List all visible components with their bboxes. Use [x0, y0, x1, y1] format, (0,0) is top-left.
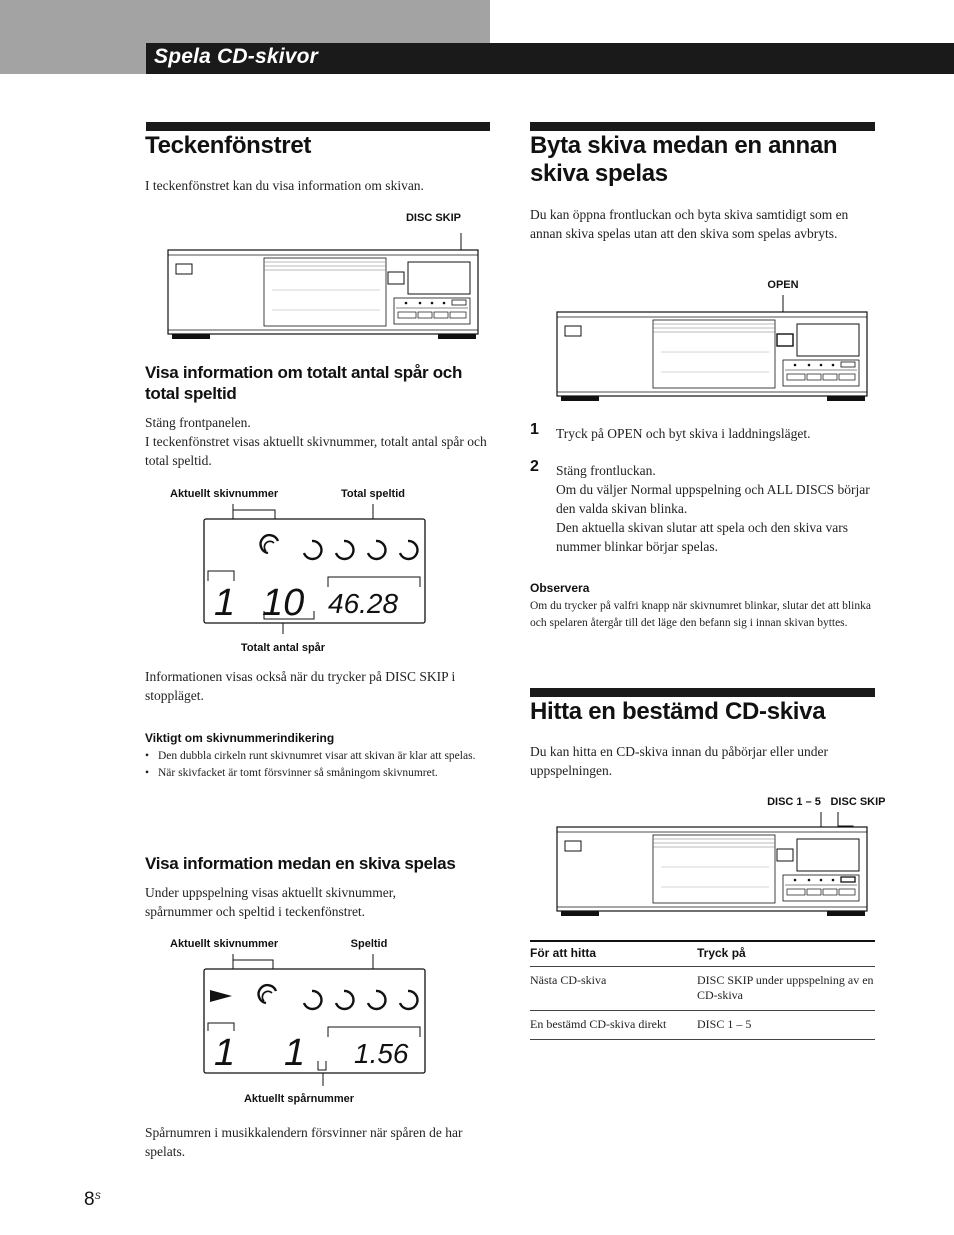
step-text-group	[556, 461, 876, 556]
section-title-change-disc: Byta skiva medan en annan skiva spelas	[530, 132, 838, 187]
lcd-playing-time: 1.56	[354, 1038, 409, 1069]
section-rule	[530, 688, 875, 697]
disc-skip-label: DISC SKIP	[405, 212, 461, 224]
label-current-disc: Aktuellt skivnummer	[170, 488, 279, 500]
table-header: Tryck på	[697, 941, 875, 967]
intro-find-disc: Du kan hitta en CD-skiva innan du påbörjar eller under uppspelningen.	[530, 744, 829, 778]
section-title-display-window: Teckenfönstret	[145, 132, 312, 159]
note-title-disc-indicator: Viktigt om skivnummerindikering	[145, 731, 335, 745]
table-cell: DISC SKIP under uppspelning av en CD-skiva	[697, 967, 875, 1011]
cd-player-body	[168, 250, 478, 339]
label-current-disc: Aktuellt skivnummer	[170, 938, 279, 950]
table-cell: En bestämd CD-skiva direkt	[530, 1011, 697, 1040]
sub1-paragraph-2: I teckenfönstret visas aktuellt skivnummer, totalt antal spår och total speltid.	[145, 434, 487, 468]
open-label: OPEN	[767, 279, 799, 291]
display-window-total-info	[165, 482, 435, 660]
cd-player-body	[557, 312, 867, 401]
lcd-disc-number: 1	[214, 582, 236, 624]
closing-text: Spårnumren i musikkalendern försvinner när spåren de har spelats.	[145, 1125, 463, 1159]
table-row	[530, 1011, 875, 1040]
lcd-total-tracks: 10	[262, 582, 305, 624]
cd-player-illustration-disc-skip	[160, 206, 492, 344]
find-disc-table	[530, 940, 875, 1040]
page-number-value: 8	[84, 1189, 95, 1210]
disc-skip-label: DISC SKIP	[830, 796, 886, 808]
lcd-disc-number: 1	[214, 1032, 236, 1074]
step-text: Tryck på OPEN och byt skiva i laddningsläget.	[556, 426, 811, 441]
cd-player-illustration-disc-select	[548, 790, 888, 928]
note-title-observe: Observera	[530, 581, 590, 595]
intro-text: I teckenfönstret kan du visa information om skivan.	[145, 178, 424, 193]
step-number: 1	[530, 421, 539, 438]
label-current-track: Aktuellt spårnummer	[243, 1093, 355, 1105]
note-text-observe: Om du trycker på valfri knapp när skivnumret blinkar, slutar det att blinka och spelaren återgår till det läge den befann sig i innan skivan byttes.	[530, 600, 871, 629]
disc-1-5-label: DISC 1 – 5	[767, 796, 821, 808]
page-number	[84, 1189, 101, 1211]
after-display-text: Informationen visas också när du trycker på DISC SKIP i stoppläget.	[145, 669, 456, 703]
sub2-paragraph: Under uppspelning visas aktuellt skivnummer, spårnummer och speltid i teckenfönstret.	[145, 885, 397, 919]
intro-change-disc: Du kan öppna frontluckan och byta skiva samtidigt som en annan skiva spelas utan att den skiva som spelas avbryts.	[530, 207, 849, 241]
section-rule	[146, 122, 490, 131]
label-total-time: Total speltid	[341, 488, 405, 500]
subsection-title-playing-info: Visa information medan en skiva spelas	[145, 854, 456, 873]
step-detail: Den aktuella skivan slutar att spela och den skiva vars nummer blinkar börjar spelas.	[556, 520, 849, 554]
note-list-disc-indicator	[145, 748, 490, 782]
lcd-panel	[204, 969, 425, 1074]
display-window-playing-info	[165, 932, 435, 1110]
section-rule	[530, 122, 875, 131]
table-cell: DISC 1 – 5	[697, 1011, 875, 1040]
label-playing-time: Speltid	[350, 938, 388, 950]
section-title-find-disc: Hitta en bestämd CD-skiva	[530, 698, 826, 725]
sub1-paragraph-1: Stäng frontpanelen.	[145, 415, 251, 430]
table-cell: Nästa CD-skiva	[530, 967, 697, 1011]
label-total-tracks: Totalt antal spår	[240, 642, 326, 654]
lcd-total-time: 46.28	[328, 588, 399, 619]
note-item: • Den dubbla cirkeln runt skivnumret visar att skivan är klar att spelas.	[145, 748, 490, 765]
table-row	[530, 967, 875, 1011]
cd-player-body	[557, 827, 867, 916]
page-number-suffix: S	[94, 1191, 101, 1201]
table-header-row	[530, 941, 875, 967]
step-number: 2	[530, 458, 539, 475]
note-item: • När skivfacket är tomt försvinner så småningom skivnumret.	[145, 765, 490, 782]
lcd-track-number: 1	[284, 1032, 306, 1074]
lcd-panel	[204, 519, 425, 624]
running-title: Spela CD-skivor	[154, 45, 319, 68]
table-header: För att hitta	[530, 941, 697, 967]
cd-player-illustration-open	[548, 272, 880, 412]
subsection-title-total-info: Visa information om totalt antal spår och total speltid	[145, 363, 463, 403]
step-text: Stäng frontluckan.	[556, 463, 656, 478]
step-detail: Om du väljer Normal uppspelning och ALL DISCS börjar den valda skivan blinka.	[556, 482, 870, 516]
